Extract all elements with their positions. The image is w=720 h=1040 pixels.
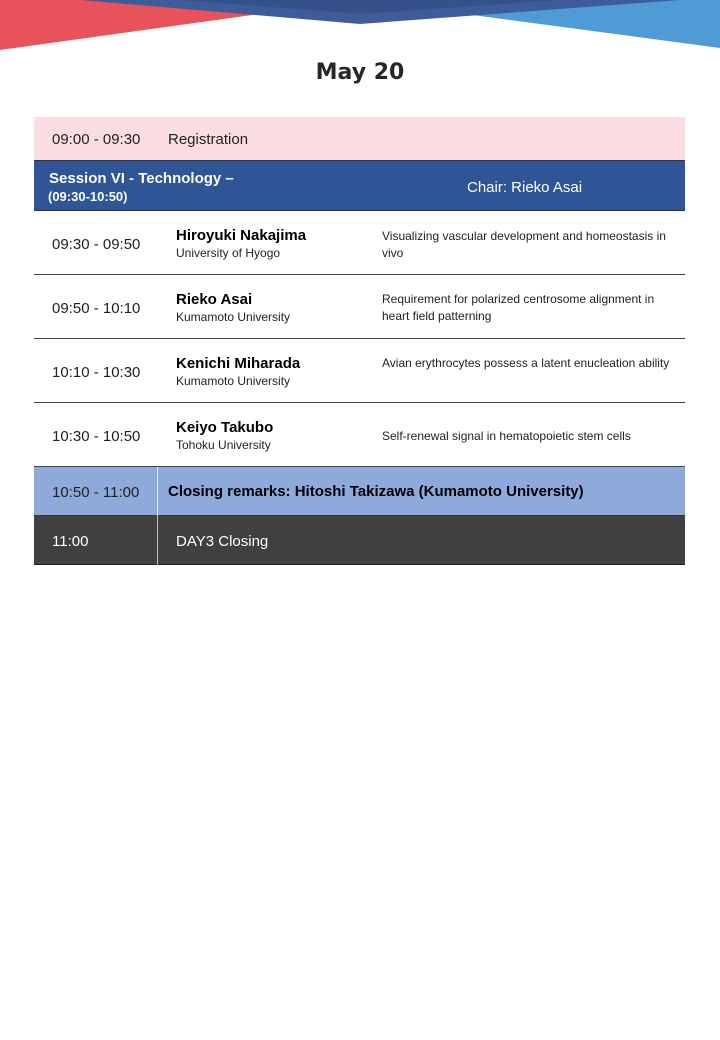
talk-time: 09:50 - 10:10 <box>52 300 141 317</box>
talk-time: 10:10 - 10:30 <box>52 364 141 381</box>
talk-time: 09:30 - 09:50 <box>52 236 141 253</box>
talk-time: 10:30 - 10:50 <box>52 428 141 445</box>
header-banner <box>0 0 720 52</box>
talk-topic: Avian erythrocytes possess a latent enucleation ability <box>382 356 670 370</box>
talk-topic: Requirement for polarized centrosome alignment in heart field patterning <box>382 292 655 323</box>
registration-row <box>34 117 685 161</box>
talk-speaker: Hiroyuki Nakajima <box>176 227 307 244</box>
column-divider <box>157 467 158 516</box>
schedule-table <box>34 117 685 565</box>
session-chair: Chair: Rieko Asai <box>467 179 583 196</box>
registration-label: Registration <box>168 131 249 148</box>
day-closing-label: DAY3 Closing <box>176 533 269 550</box>
closing-remarks-label: Closing remarks: Hitoshi Takizawa (Kumamoto University) <box>168 483 584 500</box>
talk-affiliation: Tohoku University <box>176 438 271 452</box>
closing-remarks-row <box>34 467 685 516</box>
talk-row <box>34 211 685 275</box>
registration-time: 09:00 - 09:30 <box>52 131 141 148</box>
talk-affiliation: University of Hyogo <box>176 246 281 260</box>
talk-row <box>34 403 685 467</box>
session-time-range: (09:30-10:50) <box>48 189 128 204</box>
session-title: Session VI - Technology – <box>49 170 234 187</box>
talk-speaker: Rieko Asai <box>176 291 253 308</box>
talk-affiliation: Kumamoto University <box>176 310 291 324</box>
talk-speaker: Keiyo Takubo <box>176 419 274 436</box>
day-closing-time: 11:00 <box>52 533 89 550</box>
column-divider <box>157 516 158 565</box>
session-header <box>34 161 685 211</box>
day-closing-row <box>34 516 685 565</box>
closing-remarks-time: 10:50 - 11:00 <box>52 484 140 501</box>
talk-topic: Visualizing vascular development and homeostasis in vivo <box>382 229 666 260</box>
talk-topic: Self-renewal signal in hematopoietic stem cells <box>382 429 631 443</box>
talk-row <box>34 339 685 403</box>
page-title: May 20 <box>315 60 405 85</box>
talk-speaker: Kenichi Miharada <box>176 355 301 372</box>
talk-affiliation: Kumamoto University <box>176 374 291 388</box>
talk-row <box>34 275 685 339</box>
